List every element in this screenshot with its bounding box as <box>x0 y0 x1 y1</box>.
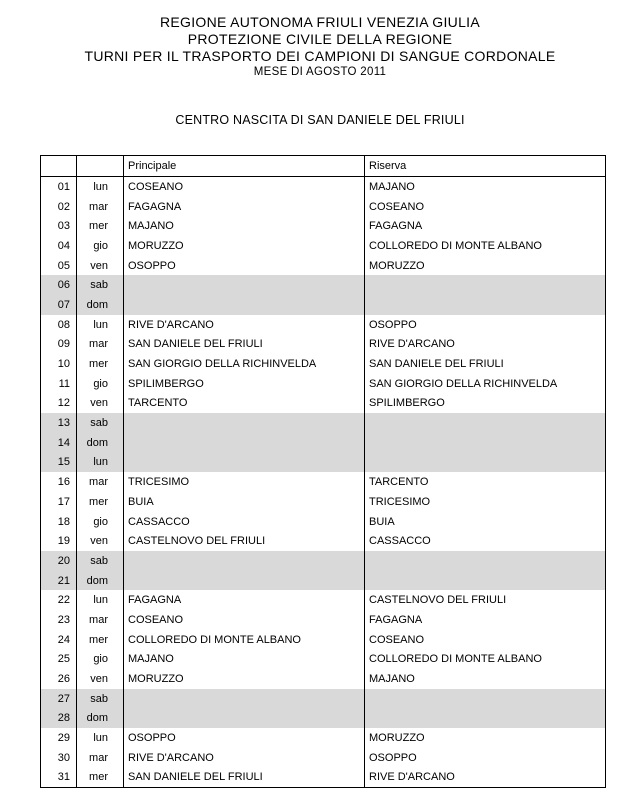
day-cell: 06 <box>41 275 77 295</box>
day-cell: 21 <box>41 571 77 591</box>
principale-cell: SPILIMBERGO <box>124 374 365 394</box>
principale-cell: MAJANO <box>124 650 365 670</box>
table-row <box>41 275 606 295</box>
weekday-cell: gio <box>77 374 124 394</box>
riserva-cell <box>365 413 606 433</box>
header-day <box>41 156 77 177</box>
day-cell: 31 <box>41 768 77 788</box>
principale-cell: SAN DANIELE DEL FRIULI <box>124 335 365 355</box>
table-row <box>41 394 606 414</box>
day-cell: 02 <box>41 197 77 217</box>
riserva-cell: COLLOREDO DI MONTE ALBANO <box>365 650 606 670</box>
weekday-cell: mar <box>77 335 124 355</box>
table-row <box>41 590 606 610</box>
riserva-cell: SAN GIORGIO DELLA RICHINVELDA <box>365 374 606 394</box>
principale-cell: SAN DANIELE DEL FRIULI <box>124 768 365 788</box>
principale-cell: BUIA <box>124 492 365 512</box>
table-row <box>41 709 606 729</box>
riserva-cell: RIVE D'ARCANO <box>365 335 606 355</box>
table-row <box>41 748 606 768</box>
riserva-cell: MORUZZO <box>365 256 606 276</box>
day-cell: 16 <box>41 472 77 492</box>
weekday-cell: ven <box>77 394 124 414</box>
header-month: MESE DI AGOSTO 2011 <box>253 66 387 78</box>
header-weekday <box>77 156 124 177</box>
day-cell: 04 <box>41 236 77 256</box>
riserva-cell: BUIA <box>365 512 606 532</box>
weekday-cell: ven <box>77 531 124 551</box>
day-cell: 26 <box>41 669 77 689</box>
table-row <box>41 256 606 276</box>
weekday-cell: mer <box>77 216 124 236</box>
day-cell: 20 <box>41 551 77 571</box>
principale-cell <box>124 571 365 591</box>
principale-cell: CASTELNOVO DEL FRIULI <box>124 531 365 551</box>
day-cell: 18 <box>41 512 77 532</box>
center-title: CENTRO NASCITA DI SAN DANIELE DEL FRIULI <box>175 113 465 127</box>
table-row <box>41 453 606 473</box>
principale-cell: RIVE D'ARCANO <box>124 748 365 768</box>
riserva-cell: FAGAGNA <box>365 216 606 236</box>
weekday-cell: mar <box>77 748 124 768</box>
riserva-cell: OSOPPO <box>365 748 606 768</box>
riserva-cell: CASTELNOVO DEL FRIULI <box>365 590 606 610</box>
principale-cell: COSEANO <box>124 177 365 197</box>
table-row <box>41 492 606 512</box>
day-cell: 30 <box>41 748 77 768</box>
table-row <box>41 177 606 197</box>
weekday-cell: mer <box>77 630 124 650</box>
table-header-row <box>41 156 606 177</box>
day-cell: 29 <box>41 728 77 748</box>
principale-cell <box>124 295 365 315</box>
weekday-cell: lun <box>77 453 124 473</box>
day-cell: 01 <box>41 177 77 197</box>
table-row <box>41 413 606 433</box>
riserva-cell <box>365 689 606 709</box>
riserva-cell: OSOPPO <box>365 315 606 335</box>
day-cell: 09 <box>41 335 77 355</box>
riserva-cell: FAGAGNA <box>365 610 606 630</box>
riserva-cell: MAJANO <box>365 669 606 689</box>
principale-cell: TRICESIMO <box>124 472 365 492</box>
weekday-cell: ven <box>77 669 124 689</box>
table-row <box>41 295 606 315</box>
day-cell: 28 <box>41 709 77 729</box>
weekday-cell: lun <box>77 177 124 197</box>
table-row <box>41 669 606 689</box>
weekday-cell: sab <box>77 413 124 433</box>
table-row <box>41 335 606 355</box>
principale-cell <box>124 275 365 295</box>
principale-cell: SAN GIORGIO DELLA RICHINVELDA <box>124 354 365 374</box>
weekday-cell: gio <box>77 512 124 532</box>
table-row <box>41 472 606 492</box>
riserva-cell <box>365 709 606 729</box>
header-title: TURNI PER IL TRASPORTO DEI CAMPIONI DI SANGUE CORDONALE <box>84 48 556 64</box>
principale-cell: OSOPPO <box>124 728 365 748</box>
weekday-cell: dom <box>77 709 124 729</box>
header-region: REGIONE AUTONOMA FRIULI VENEZIA GIULIA <box>160 14 480 30</box>
principale-cell <box>124 689 365 709</box>
table-row <box>41 689 606 709</box>
table-row <box>41 650 606 670</box>
weekday-cell: ven <box>77 256 124 276</box>
day-cell: 12 <box>41 394 77 414</box>
table-row <box>41 354 606 374</box>
day-cell: 17 <box>41 492 77 512</box>
header-civil-protection: PROTEZIONE CIVILE DELLA REGIONE <box>187 31 453 47</box>
header-principale: Principale <box>124 156 365 177</box>
weekday-cell: sab <box>77 689 124 709</box>
riserva-cell: MAJANO <box>365 177 606 197</box>
table-row <box>41 630 606 650</box>
table-row <box>41 236 606 256</box>
weekday-cell: mar <box>77 472 124 492</box>
principale-cell <box>124 413 365 433</box>
table-row <box>41 315 606 335</box>
weekday-cell: lun <box>77 315 124 335</box>
header-riserva: Riserva <box>365 156 606 177</box>
table-row <box>41 531 606 551</box>
riserva-cell <box>365 453 606 473</box>
weekday-cell: mar <box>77 197 124 217</box>
weekday-cell: lun <box>77 728 124 748</box>
day-cell: 05 <box>41 256 77 276</box>
day-cell: 13 <box>41 413 77 433</box>
principale-cell <box>124 551 365 571</box>
principale-cell: COSEANO <box>124 610 365 630</box>
table-row <box>41 197 606 217</box>
riserva-cell: SPILIMBERGO <box>365 394 606 414</box>
table-row <box>41 610 606 630</box>
weekday-cell: dom <box>77 295 124 315</box>
weekday-cell: dom <box>77 433 124 453</box>
principale-cell <box>124 453 365 473</box>
table-row <box>41 768 606 788</box>
riserva-cell <box>365 295 606 315</box>
day-cell: 10 <box>41 354 77 374</box>
weekday-cell: mar <box>77 610 124 630</box>
weekday-cell: mer <box>77 354 124 374</box>
table-row <box>41 374 606 394</box>
weekday-cell: mer <box>77 492 124 512</box>
riserva-cell: COLLOREDO DI MONTE ALBANO <box>365 236 606 256</box>
day-cell: 11 <box>41 374 77 394</box>
weekday-cell: sab <box>77 551 124 571</box>
table-row <box>41 216 606 236</box>
day-cell: 15 <box>41 453 77 473</box>
principale-cell: MORUZZO <box>124 669 365 689</box>
weekday-cell: lun <box>77 590 124 610</box>
table-row <box>41 728 606 748</box>
principale-cell: COLLOREDO DI MONTE ALBANO <box>124 630 365 650</box>
riserva-cell <box>365 571 606 591</box>
riserva-cell: MORUZZO <box>365 728 606 748</box>
riserva-cell: CASSACCO <box>365 531 606 551</box>
principale-cell: MAJANO <box>124 216 365 236</box>
riserva-cell: TRICESIMO <box>365 492 606 512</box>
table-row <box>41 551 606 571</box>
principale-cell: RIVE D'ARCANO <box>124 315 365 335</box>
table-row <box>41 571 606 591</box>
riserva-cell <box>365 433 606 453</box>
day-cell: 07 <box>41 295 77 315</box>
principale-cell: OSOPPO <box>124 256 365 276</box>
weekday-cell: mer <box>77 768 124 788</box>
riserva-cell: COSEANO <box>365 197 606 217</box>
principale-cell: MORUZZO <box>124 236 365 256</box>
day-cell: 19 <box>41 531 77 551</box>
document-header <box>0 14 640 79</box>
principale-cell: FAGAGNA <box>124 197 365 217</box>
day-cell: 03 <box>41 216 77 236</box>
day-cell: 14 <box>41 433 77 453</box>
day-cell: 08 <box>41 315 77 335</box>
shifts-table <box>40 155 606 788</box>
principale-cell <box>124 433 365 453</box>
riserva-cell <box>365 275 606 295</box>
weekday-cell: gio <box>77 236 124 256</box>
riserva-cell: TARCENTO <box>365 472 606 492</box>
day-cell: 23 <box>41 610 77 630</box>
riserva-cell <box>365 551 606 571</box>
table-row <box>41 512 606 532</box>
day-cell: 27 <box>41 689 77 709</box>
principale-cell <box>124 709 365 729</box>
day-cell: 25 <box>41 650 77 670</box>
day-cell: 24 <box>41 630 77 650</box>
principale-cell: FAGAGNA <box>124 590 365 610</box>
weekday-cell: gio <box>77 650 124 670</box>
principale-cell: TARCENTO <box>124 394 365 414</box>
table-row <box>41 433 606 453</box>
riserva-cell: RIVE D'ARCANO <box>365 768 606 788</box>
weekday-cell: dom <box>77 571 124 591</box>
riserva-cell: COSEANO <box>365 630 606 650</box>
principale-cell: CASSACCO <box>124 512 365 532</box>
weekday-cell: sab <box>77 275 124 295</box>
day-cell: 22 <box>41 590 77 610</box>
riserva-cell: SAN DANIELE DEL FRIULI <box>365 354 606 374</box>
